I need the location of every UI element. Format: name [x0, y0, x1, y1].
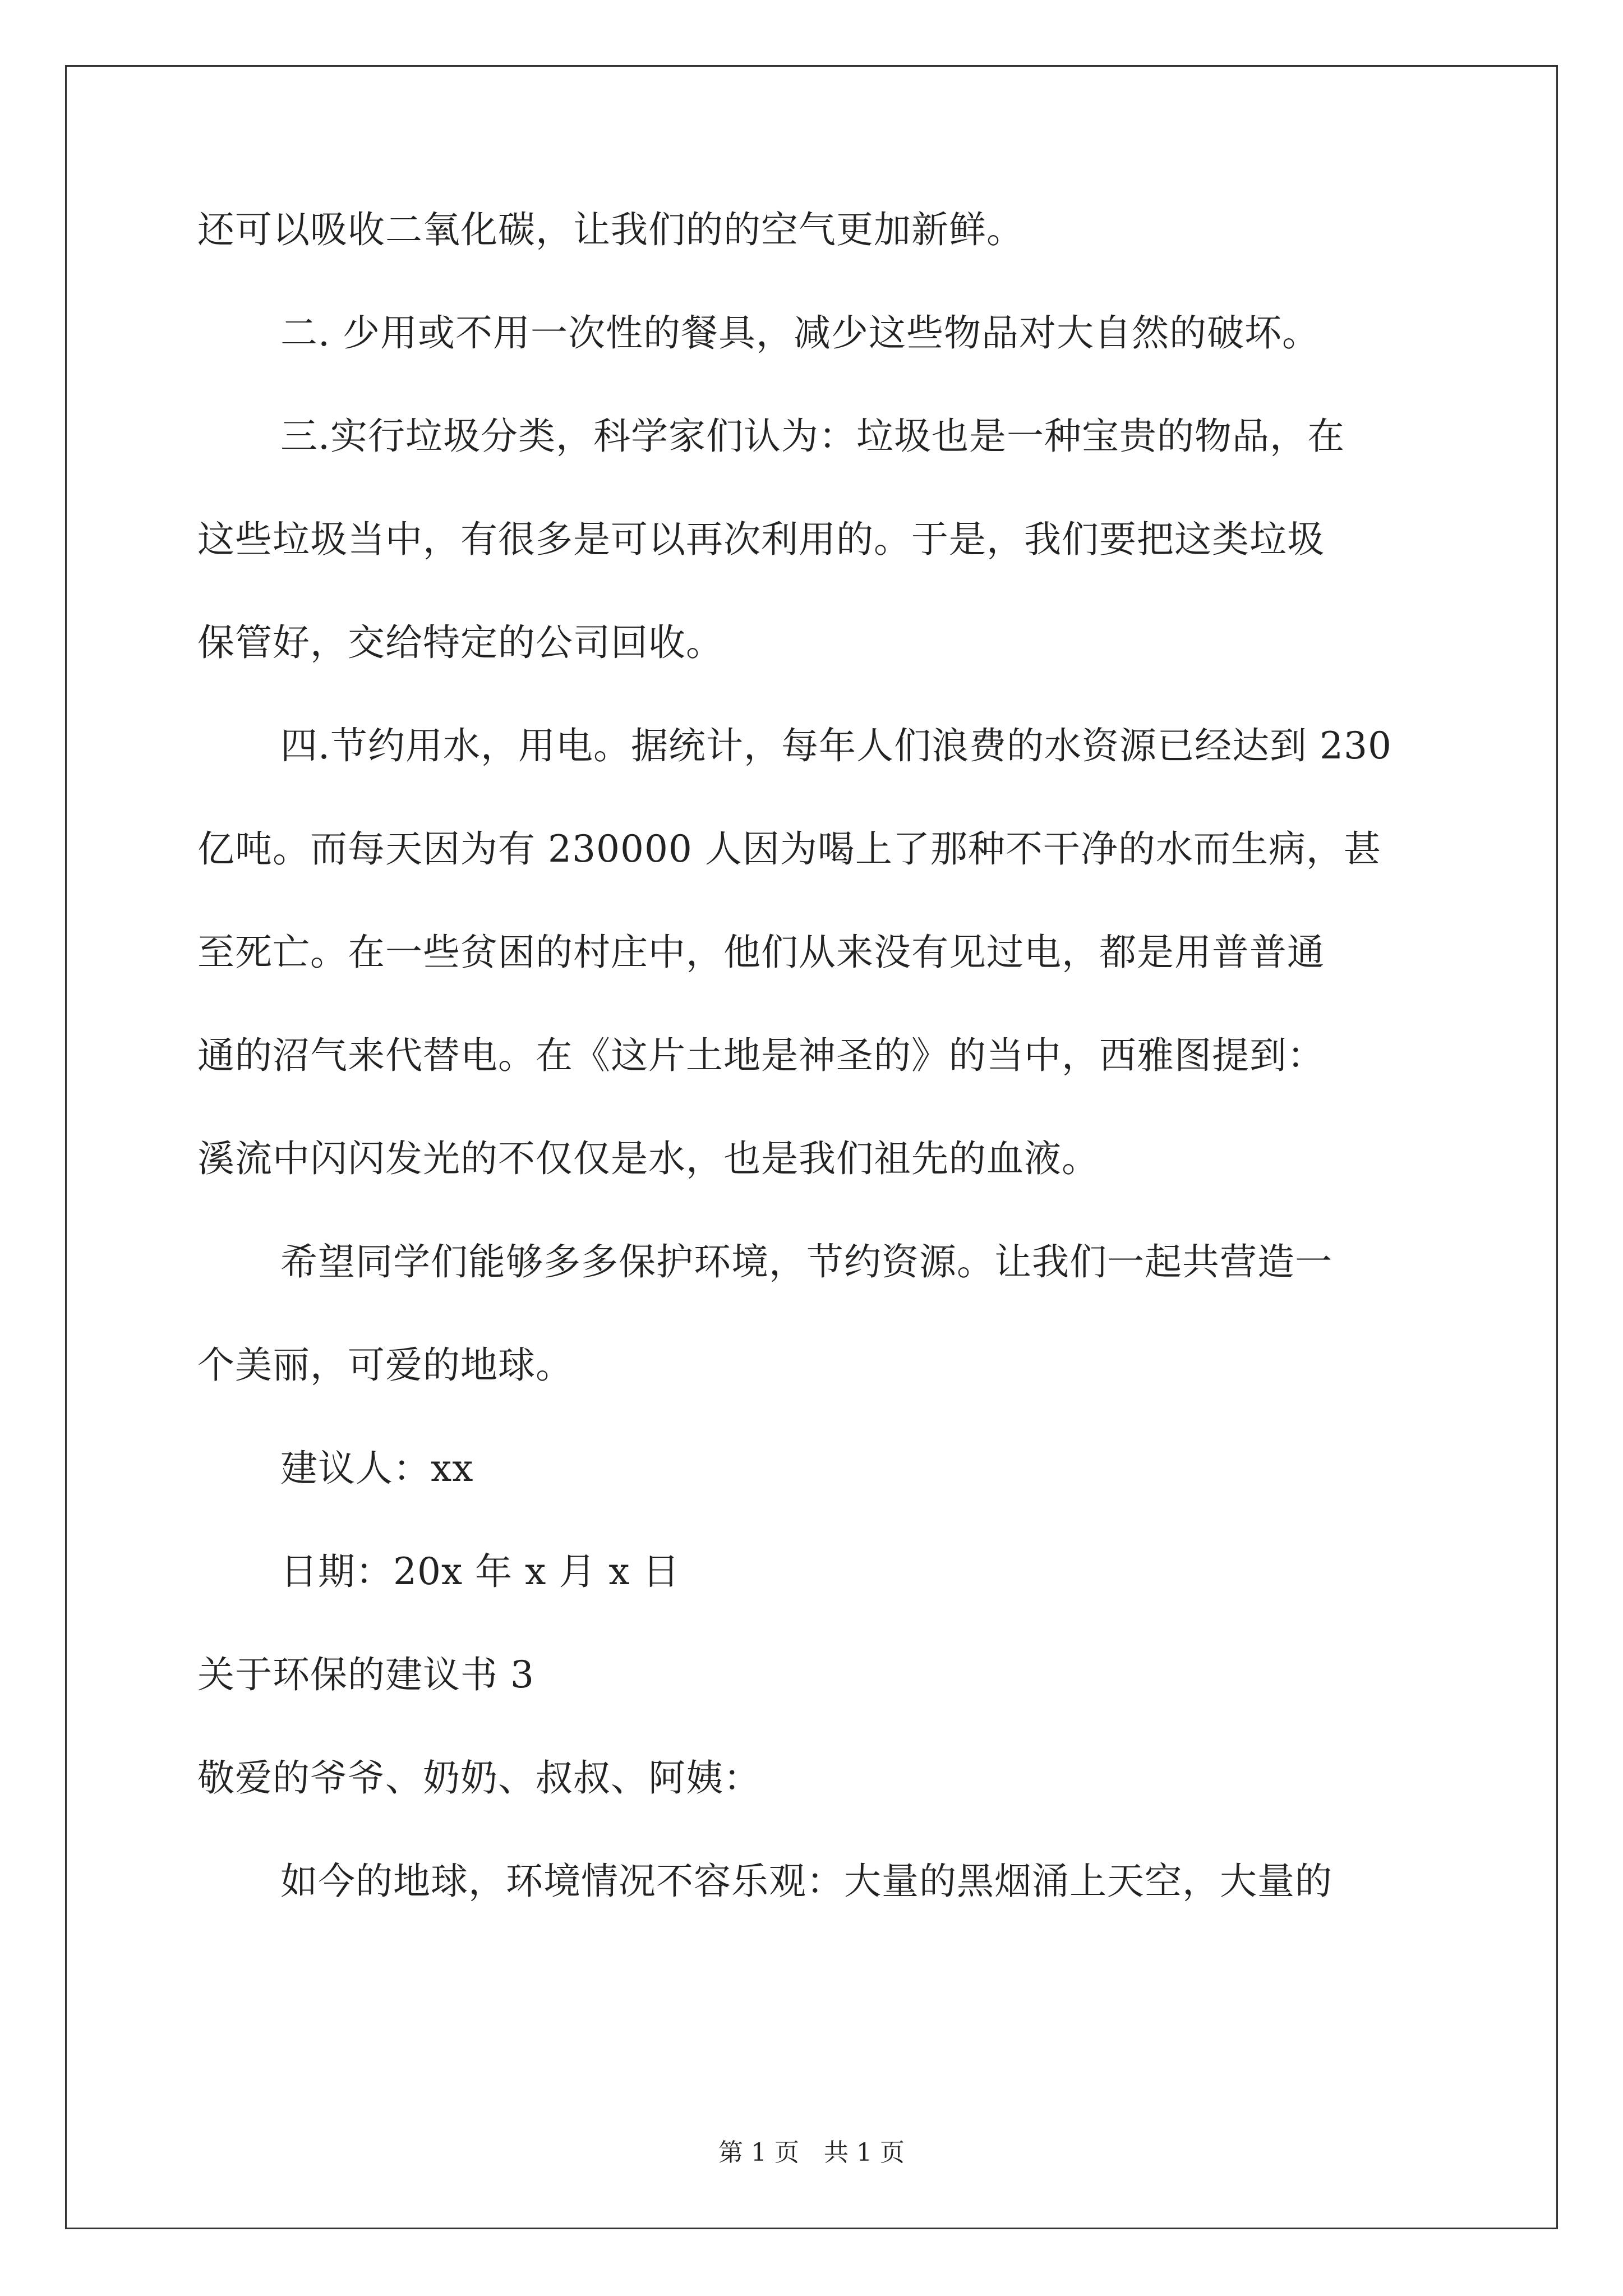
text-line: 四.节约用水，用电。据统计，每年人们浪费的水资源已经达到 230 — [280, 724, 1392, 767]
salutation: 敬爱的爷爷、奶奶、叔叔、阿姨： — [197, 1756, 761, 1800]
signature-line: 建议人：xx — [280, 1447, 474, 1490]
text-line: 通的沼气来代替电。在《这片土地是神圣的》的当中，西雅图提到： — [197, 1034, 1325, 1077]
text-line: 希望同学们能够多多保护环境，节约资源。让我们一起共营造一 — [280, 1240, 1332, 1283]
text-line: 亿吨。而每天因为有 230000 人因为喝上了那种不干净的水而生病，甚 — [197, 827, 1381, 871]
text-line: 如今的地球，环境情况不容乐观：大量的黑烟涌上天空，大量的 — [280, 1860, 1332, 1903]
text-line: 溪流中闪闪发光的不仅仅是水，也是我们祖先的血液。 — [197, 1137, 1099, 1180]
text-line: 至死亡。在一些贫困的村庄中，他们从来没有见过电，都是用普普通 — [197, 931, 1325, 974]
text-line: 二. 少用或不用一次性的餐具，减少这些物品对大自然的破坏。 — [280, 311, 1320, 355]
section-heading: 关于环保的建议书 3 — [197, 1653, 534, 1696]
text-line: 还可以吸收二氧化碳，让我们的的空气更加新鲜。 — [197, 208, 1024, 251]
text-line: 保管好，交给特定的公司回收。 — [197, 621, 723, 664]
page-footer: 第 1 页 共 1 页 — [718, 2138, 905, 2167]
text-line: 这些垃圾当中，有很多是可以再次利用的。于是，我们要把这类垃圾 — [197, 518, 1325, 561]
text-line: 个美丽，可爱的地球。 — [197, 1343, 573, 1387]
date-line: 日期：20x 年 x 月 x 日 — [280, 1550, 680, 1593]
text-line: 三.实行垃圾分类，科学家们认为：垃圾也是一种宝贵的物品，在 — [280, 415, 1345, 458]
